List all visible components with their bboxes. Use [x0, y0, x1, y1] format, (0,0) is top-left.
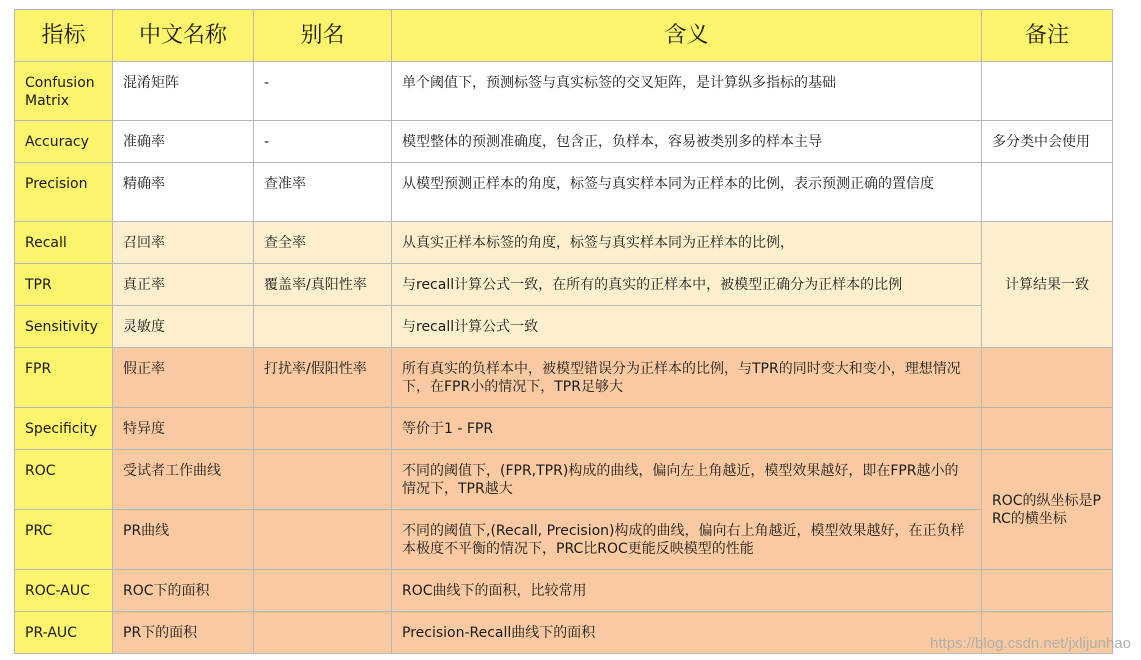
chinese-name-cell: 准确率 [113, 121, 254, 163]
alias-cell [254, 570, 392, 612]
alias-cell: 查全率 [254, 222, 392, 264]
metric-cell: Confusion Matrix [15, 62, 113, 121]
meaning-cell: 与recall计算公式一致，在所有的真实的正样本中，被模型正确分为正样本的比例 [392, 264, 982, 306]
alias-cell [254, 306, 392, 348]
table-row [15, 121, 1113, 163]
alias-cell [254, 408, 392, 450]
alias-cell [254, 450, 392, 510]
note-cell: 多分类中会使用 [982, 121, 1113, 163]
meaning-cell: Precision-Recall曲线下的面积 [392, 612, 982, 654]
table-row [15, 62, 1113, 121]
meaning-cell: 与recall计算公式一致 [392, 306, 982, 348]
meaning-cell: 不同的阈值下,(Recall, Precision)构成的曲线，偏向右上角越近，模型效果越好，在正负样本极度不平衡的情况下，PRC比ROC更能反映模型的性能 [392, 510, 982, 570]
chinese-name-cell: 混淆矩阵 [113, 62, 254, 121]
metric-cell: Recall [15, 222, 113, 264]
metric-cell: Precision [15, 163, 113, 222]
table-row [15, 450, 1113, 510]
table-row [15, 510, 1113, 570]
chinese-name-cell: 受试者工作曲线 [113, 450, 254, 510]
chinese-name-cell: PR下的面积 [113, 612, 254, 654]
metric-cell: Accuracy [15, 121, 113, 163]
header-alias: 别名 [254, 10, 392, 62]
meaning-cell: 等价于1 - FPR [392, 408, 982, 450]
meaning-cell: 从真实正样本标签的角度，标签与真实样本同为正样本的比例， [392, 222, 982, 264]
note-cell-merged: 计算结果一致 [982, 222, 1113, 348]
chinese-name-cell: 灵敏度 [113, 306, 254, 348]
note-cell [982, 163, 1113, 222]
meaning-cell: 所有真实的负样本中，被模型错误分为正样本的比例，与TPR的同时变大和变小，理想情况下，在FPR小的情况下，TPR足够大 [392, 348, 982, 408]
note-cell [982, 570, 1113, 612]
note-cell [982, 348, 1113, 408]
alias-cell: - [254, 62, 392, 121]
chinese-name-cell: 召回率 [113, 222, 254, 264]
meaning-cell: 不同的阈值下，(FPR,TPR)构成的曲线，偏向左上角越近，模型效果越好，即在FPR越小的情况下，TPR越大 [392, 450, 982, 510]
table-row [15, 222, 1113, 264]
chinese-name-cell: 真正率 [113, 264, 254, 306]
metrics-table [14, 9, 1113, 654]
alias-cell: 打扰率/假阳性率 [254, 348, 392, 408]
note-cell [982, 408, 1113, 450]
header-note: 备注 [982, 10, 1113, 62]
table-row [15, 264, 1113, 306]
header-row [15, 10, 1113, 62]
alias-cell [254, 510, 392, 570]
meaning-cell: 单个阈值下，预测标签与真实标签的交叉矩阵，是计算纵多指标的基础 [392, 62, 982, 121]
metric-cell: TPR [15, 264, 113, 306]
alias-cell [254, 612, 392, 654]
metric-cell: FPR [15, 348, 113, 408]
header-chinese-name: 中文名称 [113, 10, 254, 62]
meaning-cell: ROC曲线下的面积，比较常用 [392, 570, 982, 612]
alias-cell: 覆盖率/真阳性率 [254, 264, 392, 306]
alias-cell: 查准率 [254, 163, 392, 222]
header-meaning: 含义 [392, 10, 982, 62]
metric-cell: ROC-AUC [15, 570, 113, 612]
meaning-cell: 模型整体的预测准确度，包含正，负样本，容易被类别多的样本主导 [392, 121, 982, 163]
chinese-name-cell: PR曲线 [113, 510, 254, 570]
metric-cell: Sensitivity [15, 306, 113, 348]
metric-cell: Specificity [15, 408, 113, 450]
header-metric: 指标 [15, 10, 113, 62]
metric-cell: ROC [15, 450, 113, 510]
chinese-name-cell: ROC下的面积 [113, 570, 254, 612]
note-cell [982, 62, 1113, 121]
metric-cell: PRC [15, 510, 113, 570]
note-cell-merged: ROC的纵坐标是PRC的横坐标 [982, 450, 1113, 570]
chinese-name-cell: 特异度 [113, 408, 254, 450]
watermark: https://blog.csdn.net/jxlijunhao [930, 635, 1131, 652]
chinese-name-cell: 精确率 [113, 163, 254, 222]
metric-cell: PR-AUC [15, 612, 113, 654]
alias-cell: - [254, 121, 392, 163]
table-row [15, 570, 1113, 612]
table-row [15, 306, 1113, 348]
table-row [15, 348, 1113, 408]
chinese-name-cell: 假正率 [113, 348, 254, 408]
table-row [15, 163, 1113, 222]
meaning-cell: 从模型预测正样本的角度，标签与真实样本同为正样本的比例，表示预测正确的置信度 [392, 163, 982, 222]
table-row [15, 408, 1113, 450]
